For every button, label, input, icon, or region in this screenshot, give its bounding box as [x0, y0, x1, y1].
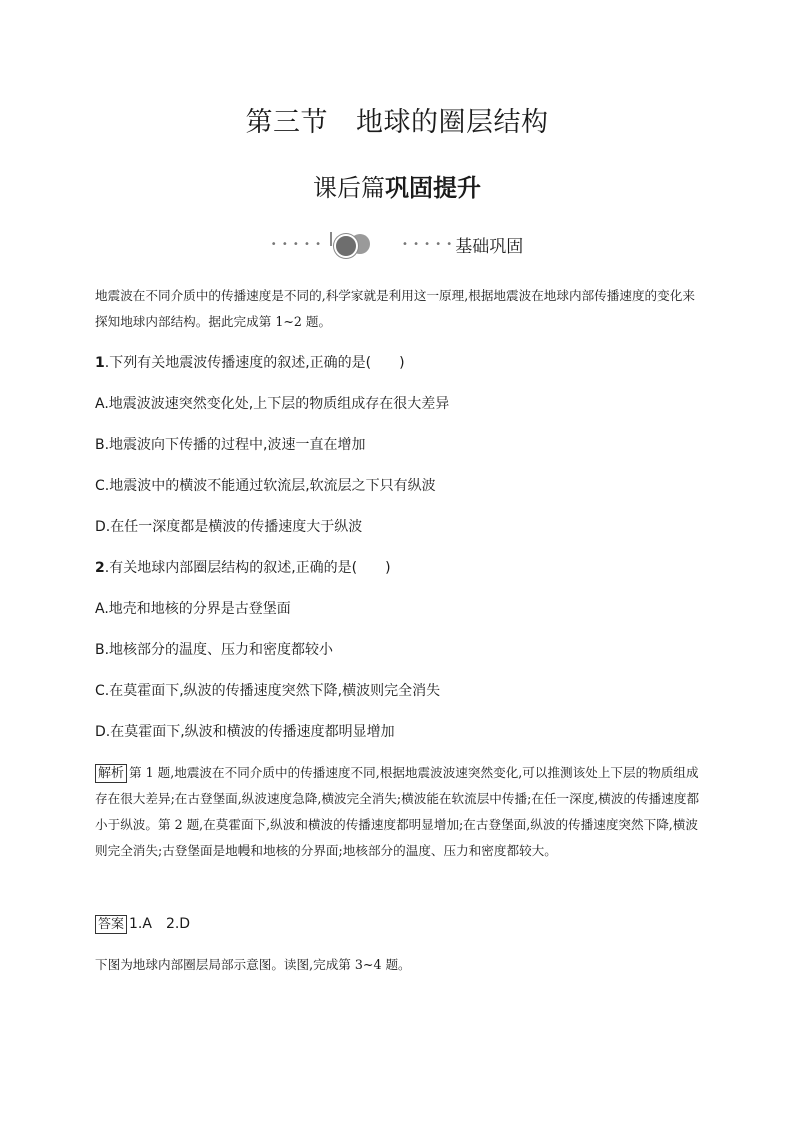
page-title: [0, 100, 794, 139]
section-dots-left: • • • • •: [270, 238, 322, 250]
answer-text: 1.A 2.D: [129, 916, 191, 932]
subtitle-bold: 巩固提升: [385, 174, 481, 202]
question-1-option-a: A.地震波波速突然变化处,上下层的物质组成存在很大差异: [95, 396, 450, 412]
page-subtitle: [0, 168, 794, 203]
analysis-block: [95, 760, 700, 864]
section-label: 基础巩固: [455, 236, 524, 257]
title-topic: 地球的圈层结构: [356, 107, 549, 138]
question-2-option-b: B.地核部分的温度、压力和密度都较小: [95, 642, 334, 658]
subtitle-plain: 课后篇: [313, 174, 385, 202]
section-dots-right: • • • • •: [402, 238, 454, 250]
question-1-text: .下列有关地震波传播速度的叙述,正确的是( ): [104, 355, 405, 371]
question-2-stem: [95, 555, 700, 581]
question-1-number: 1: [95, 355, 105, 371]
question-1-option-b: B.地震波向下传播的过程中,波速一直在增加: [95, 437, 366, 453]
title-section-number: 第三节: [245, 107, 328, 138]
question-2-option-c: C.在莫霍面下,纵波的传播速度突然下降,横波则完全消失: [95, 683, 441, 699]
section-badge-icon: [330, 232, 374, 256]
question-1-stem: [95, 350, 700, 376]
question-2-number: 2: [95, 560, 105, 576]
question-1-option-d: D.在任一深度都是横波的传播速度大于纵波: [95, 519, 363, 535]
question-2-text: .有关地球内部圈层结构的叙述,正确的是( ): [104, 560, 391, 576]
intro-paragraph: 地震波在不同介质中的传播速度是不同的,科学家就是利用这一原理,根据地震波在地球内部传播速度的变化来探知地球内部结构。据此完成第 1~2 题。: [95, 288, 695, 329]
next-intro-paragraph: 下图为地球内部圈层局部示意图。读图,完成第 3~4 题。: [95, 957, 411, 972]
question-2-option-d: D.在莫霍面下,纵波和横波的传播速度都明显增加: [95, 724, 395, 740]
section-header: [0, 230, 794, 258]
answer-block: [95, 911, 700, 937]
answer-tag: 答案: [95, 915, 127, 934]
question-1-option-c: C.地震波中的横波不能通过软流层,软流层之下只有纵波: [95, 478, 436, 494]
question-2-option-a: A.地壳和地核的分界是古登堡面: [95, 601, 291, 617]
analysis-tag: 解析: [95, 764, 127, 783]
analysis-text: 第 1 题,地震波在不同介质中的传播速度不同,根据地震波波速突然变化,可以推测该处上下层的物质组成存在很大差异;在古登堡面,纵波速度急降,横波完全消失;横波能在软流层中传播;在任一深度,横波的传播速度都小于纵波。第 2 题,在莫霍面下,纵波和横波的传播速度都明显增加;在古登堡面,纵波的传播速度突然下降,横波则完全消失;古登堡面是地幔和地核的分界面;地核部分的温度、压力和密度都较大。: [95, 765, 700, 858]
